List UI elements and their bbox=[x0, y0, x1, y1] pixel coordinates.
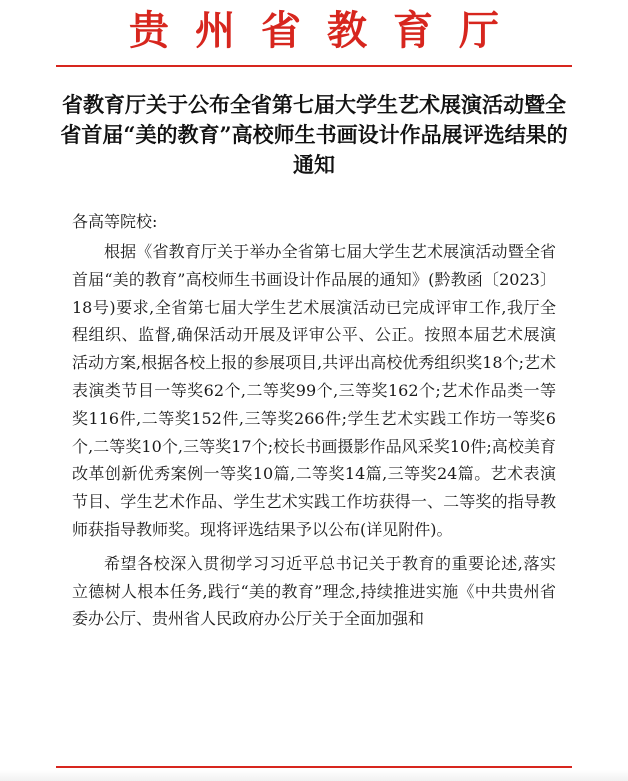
masthead-red-rule bbox=[56, 65, 572, 67]
notice-title: 省教育厅关于公布全省第七届大学生艺术展演活动暨全省首届“美的教育”高校师生书画设计作品展评选结果的通知 bbox=[60, 92, 568, 177]
issuer-masthead: 贵州省教育厅 bbox=[129, 7, 525, 54]
body-paragraph: 希望各校深入贯彻学习习近平总书记关于教育的重要论述,落实立德树人根本任务,践行“美的教育”理念,持续推进实施《中共贵州省委办公厅、贵州省人民政府办公厅关于全面加强和 bbox=[72, 553, 556, 629]
footer-red-rule bbox=[56, 766, 572, 768]
salutation: 各高等院校: bbox=[72, 212, 158, 231]
body-paragraph: 根据《省教育厅关于举办全省第七届大学生艺术展演活动暨全省首届“美的教育”高校师生书画设计作品展的通知》(黔教函〔2023〕18号)要求,全省第七届大学生艺术展演活动已完成评审工作,我厅全程组织、监督,确保活动开展及评审公平、公正。按照本届艺术展演活动方案,根据各校上报的参展项目,共评出高校优秀组织奖18个;艺术表演类节目一等奖62个,二等奖99个,三等奖162个;艺术作品类一等奖116件,二等奖152件,三等奖266件;学生艺术实践工作坊一等奖6个,二等奖10个,三等奖17个;校长书画摄影作品风采奖10件;高校美育改革创新优秀案例一等奖10篇,二等奖14篇,三等奖24篇。艺术表演节目、学生艺术作品、学生艺术实践工作坊获得一、二等奖的指导教师获指导教师奖。现将评选结果予以公布(详见附件)。 bbox=[72, 242, 556, 539]
page-edge bbox=[0, 770, 628, 781]
notice-body bbox=[72, 238, 556, 633]
